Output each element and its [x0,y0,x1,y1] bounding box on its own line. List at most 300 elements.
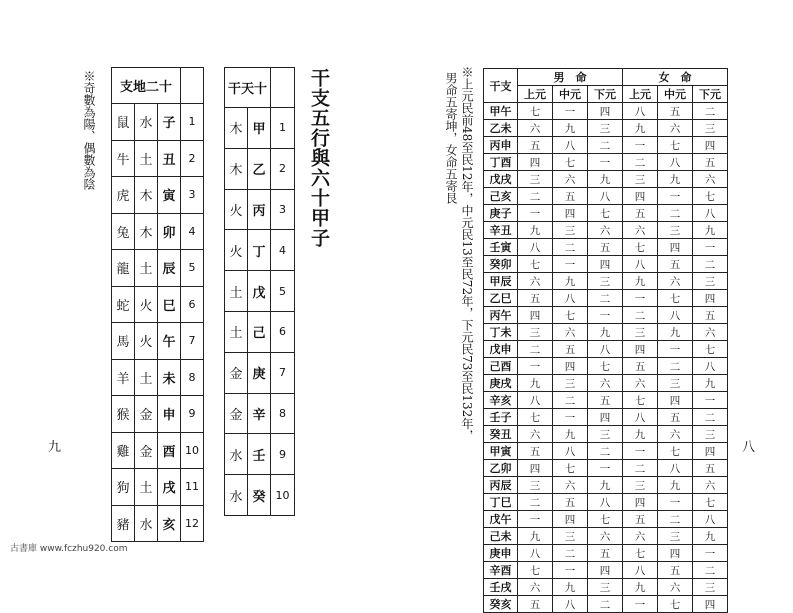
jiazi-star-cell: 五 [693,460,728,477]
stem-number: 3 [271,189,295,230]
sub-header-female-upper: 上元 [623,86,658,103]
branch-element: 水 [135,505,158,542]
jiazi-star-cell: 二 [693,409,728,426]
jiazi-ganzhi: 丙午 [484,307,518,324]
jiazi-star-cell: 六 [693,324,728,341]
branch-name: 戌 [158,469,181,506]
jiazi-ganzhi: 辛酉 [484,562,518,579]
jiazi-star-cell: 五 [658,103,693,120]
branch-name: 亥 [158,505,181,542]
jiazi-ganzhi: 己未 [484,528,518,545]
stem-number: 8 [271,393,295,434]
branch-animal: 龍 [112,250,135,287]
jiazi-star-cell: 一 [658,188,693,205]
jiazi-star-cell: 六 [553,477,588,494]
jiazi-ganzhi: 丁巳 [484,494,518,511]
jiazi-row [484,375,728,392]
jiazi-ganzhi: 壬寅 [484,239,518,256]
jiazi-star-cell: 八 [658,460,693,477]
jiazi-star-cell: 六 [518,120,553,137]
jiazi-star-cell: 六 [658,579,693,596]
branch-number: 12 [181,505,204,542]
stem-header-blank [271,68,295,108]
jiazi-star-cell: 一 [518,358,553,375]
jiazi-star-cell: 四 [658,545,693,562]
stem-row [225,271,295,312]
branch-number: 8 [181,359,204,396]
branch-name: 申 [158,396,181,433]
jiazi-star-cell: 四 [588,409,623,426]
jiazi-ganzhi: 丁未 [484,324,518,341]
branch-element: 金 [135,396,158,433]
jiazi-star-cell: 二 [623,307,658,324]
jiazi-row [484,120,728,137]
stem-table-header: 干天十 [225,68,271,108]
jiazi-row [484,341,728,358]
jiazi-star-cell: 七 [693,341,728,358]
stem-element: 金 [225,393,248,434]
jiazi-star-cell: 五 [588,239,623,256]
branch-table-header: 支地二十 [112,68,181,104]
jiazi-star-cell: 五 [553,188,588,205]
stem-element: 火 [225,230,248,271]
jiazi-row [484,596,728,613]
jiazi-row [484,154,728,171]
jiazi-star-cell: 二 [658,358,693,375]
jiazi-star-cell: 二 [588,137,623,154]
jiazi-star-cell: 二 [693,562,728,579]
stem-number: 4 [271,230,295,271]
jiazi-star-cell: 三 [658,528,693,545]
jiazi-star-cell: 四 [553,205,588,222]
jiazi-star-cell: 一 [658,494,693,511]
page-title: 干支五行與六十甲子 [308,68,330,248]
stem-name: 甲 [248,108,271,149]
jiazi-star-cell: 八 [518,239,553,256]
jiazi-star-cell: 九 [553,120,588,137]
jiazi-star-cell: 三 [553,222,588,239]
jiazi-ganzhi: 乙卯 [484,460,518,477]
jiazi-ganzhi: 乙未 [484,120,518,137]
jiazi-ganzhi: 丁酉 [484,154,518,171]
stem-element: 土 [225,271,248,312]
jiazi-star-cell: 七 [588,205,623,222]
jiazi-star-cell: 三 [658,375,693,392]
right-note-line-2: 男命五寄坤，女命五寄艮 [444,72,458,204]
jiazi-star-cell: 二 [518,341,553,358]
branch-number: 10 [181,432,204,469]
branch-number: 11 [181,469,204,506]
jiazi-star-cell: 三 [553,528,588,545]
stem-number: 9 [271,434,295,475]
jiazi-star-cell: 七 [623,545,658,562]
jiazi-row [484,511,728,528]
stem-name: 乙 [248,148,271,189]
stem-element: 木 [225,108,248,149]
branch-row [112,323,204,360]
jiazi-star-cell: 六 [658,426,693,443]
jiazi-row [484,222,728,239]
jiazi-star-cell: 一 [518,205,553,222]
jiazi-star-cell: 二 [588,443,623,460]
jiazi-star-cell: 三 [623,324,658,341]
jiazi-star-cell: 一 [658,341,693,358]
jiazi-star-cell: 五 [553,494,588,511]
branch-number: 7 [181,323,204,360]
jiazi-star-cell: 七 [553,460,588,477]
jiazi-row [484,545,728,562]
right-note-line-1: ※上元民前48至民12年，中元民13至民72年，下元民73至民132年， [460,66,474,442]
sub-header-male-middle: 中元 [553,86,588,103]
jiazi-star-cell: 九 [658,477,693,494]
branch-animal: 馬 [112,323,135,360]
branch-element: 水 [135,104,158,141]
jiazi-star-cell: 九 [623,120,658,137]
jiazi-ganzhi: 己亥 [484,188,518,205]
jiazi-row [484,256,728,273]
jiazi-star-cell: 五 [518,443,553,460]
jiazi-star-cell: 七 [553,154,588,171]
jiazi-row [484,477,728,494]
jiazi-star-cell: 七 [693,188,728,205]
jiazi-star-cell: 三 [623,477,658,494]
jiazi-star-cell: 二 [518,494,553,511]
branch-element: 木 [135,177,158,214]
branch-row [112,177,204,214]
jiazi-star-cell: 五 [588,392,623,409]
jiazi-star-cell: 五 [623,358,658,375]
jiazi-star-cell: 一 [693,239,728,256]
jiazi-star-cell: 四 [518,307,553,324]
stem-name: 丁 [248,230,271,271]
jiazi-star-cell: 一 [588,307,623,324]
jiazi-star-cell: 四 [658,392,693,409]
jiazi-star-cell: 七 [658,290,693,307]
jiazi-star-cell: 八 [588,341,623,358]
jiazi-star-cell: 五 [658,256,693,273]
jiazi-star-cell: 九 [588,477,623,494]
jiazi-star-cell: 四 [588,562,623,579]
jiazi-star-cell: 七 [518,103,553,120]
stem-name: 癸 [248,475,271,516]
sub-header-male-upper: 上元 [518,86,553,103]
jiazi-ganzhi: 庚戌 [484,375,518,392]
jiazi-star-cell: 七 [588,358,623,375]
jiazi-star-cell: 四 [623,494,658,511]
jiazi-star-cell: 六 [623,375,658,392]
jiazi-star-cell: 七 [658,596,693,613]
sub-header-female-lower: 下元 [693,86,728,103]
stem-number: 5 [271,271,295,312]
jiazi-row [484,358,728,375]
branch-row [112,286,204,323]
jiazi-star-cell: 七 [518,256,553,273]
jiazi-star-cell: 七 [658,443,693,460]
male-header: 男 命 [518,69,623,86]
heavenly-stems-table [224,67,295,516]
jiazi-star-cell: 二 [588,596,623,613]
jiazi-star-cell: 八 [693,358,728,375]
jiazi-row [484,273,728,290]
jiazi-row [484,307,728,324]
jiazi-star-cell: 九 [588,324,623,341]
branch-element: 土 [135,140,158,177]
branch-number: 5 [181,250,204,287]
stem-number: 10 [271,475,295,516]
jiazi-ganzhi: 丙申 [484,137,518,154]
branch-name: 辰 [158,250,181,287]
jiazi-star-cell: 五 [623,205,658,222]
jiazi-star-cell: 五 [518,137,553,154]
branch-number: 9 [181,396,204,433]
branch-name: 未 [158,359,181,396]
jiazi-star-cell: 一 [623,443,658,460]
jiazi-star-cell: 六 [623,528,658,545]
jiazi-star-cell: 七 [623,392,658,409]
jiazi-star-cell: 一 [588,460,623,477]
stem-name: 庚 [248,352,271,393]
branch-name: 巳 [158,286,181,323]
stem-row [225,393,295,434]
jiazi-star-cell: 九 [693,222,728,239]
branch-element: 火 [135,286,158,323]
jiazi-star-cell: 五 [588,545,623,562]
left-note: ※奇數為陽、偶數為陰 [82,70,96,190]
jiazi-star-cell: 八 [623,103,658,120]
branch-element: 土 [135,359,158,396]
jiazi-row [484,579,728,596]
jiazi-star-cell: 四 [693,137,728,154]
jiazi-ganzhi: 癸卯 [484,256,518,273]
ganzhi-column-header: 干支 [484,69,518,103]
branch-name: 卯 [158,213,181,250]
sixty-jiazi-table [483,68,728,613]
jiazi-star-cell: 八 [623,256,658,273]
jiazi-row [484,137,728,154]
branch-row [112,505,204,542]
branch-row [112,396,204,433]
stem-name: 己 [248,311,271,352]
jiazi-star-cell: 五 [693,154,728,171]
jiazi-row [484,324,728,341]
jiazi-star-cell: 三 [588,426,623,443]
jiazi-star-cell: 八 [553,596,588,613]
jiazi-star-cell: 九 [623,579,658,596]
jiazi-star-cell: 七 [553,307,588,324]
branch-row [112,250,204,287]
jiazi-star-cell: 一 [623,596,658,613]
jiazi-star-cell: 六 [588,222,623,239]
stem-number: 7 [271,352,295,393]
jiazi-star-cell: 九 [518,375,553,392]
jiazi-row [484,426,728,443]
branch-animal: 猴 [112,396,135,433]
branch-element: 木 [135,213,158,250]
stem-number: 1 [271,108,295,149]
jiazi-star-cell: 九 [553,426,588,443]
earthly-branches-table [111,67,204,542]
jiazi-star-cell: 二 [658,511,693,528]
branch-element: 土 [135,250,158,287]
branch-number: 6 [181,286,204,323]
stem-number: 2 [271,148,295,189]
female-header: 女 命 [623,69,728,86]
jiazi-star-cell: 八 [658,154,693,171]
jiazi-star-cell: 六 [588,375,623,392]
jiazi-star-cell: 九 [553,273,588,290]
branch-animal: 蛇 [112,286,135,323]
jiazi-star-cell: 三 [588,120,623,137]
jiazi-star-cell: 二 [623,460,658,477]
stem-row [225,230,295,271]
branch-name: 寅 [158,177,181,214]
jiazi-row [484,460,728,477]
jiazi-star-cell: 四 [658,239,693,256]
jiazi-row [484,528,728,545]
jiazi-star-cell: 一 [623,137,658,154]
jiazi-star-cell: 四 [553,511,588,528]
branch-header-blank [181,68,204,104]
jiazi-star-cell: 八 [518,545,553,562]
jiazi-ganzhi: 甲午 [484,103,518,120]
branch-animal: 兔 [112,213,135,250]
jiazi-star-cell: 八 [623,562,658,579]
jiazi-star-cell: 二 [658,205,693,222]
jiazi-row [484,392,728,409]
stem-name: 壬 [248,434,271,475]
branch-name: 子 [158,104,181,141]
branch-animal: 雞 [112,432,135,469]
sub-header-male-lower: 下元 [588,86,623,103]
jiazi-star-cell: 三 [693,273,728,290]
jiazi-star-cell: 二 [553,392,588,409]
jiazi-ganzhi: 庚子 [484,205,518,222]
branch-row [112,469,204,506]
jiazi-star-cell: 六 [518,426,553,443]
jiazi-star-cell: 一 [553,562,588,579]
jiazi-ganzhi: 丙辰 [484,477,518,494]
jiazi-star-cell: 九 [623,273,658,290]
jiazi-star-cell: 六 [623,222,658,239]
jiazi-star-cell: 五 [693,307,728,324]
branch-number: 1 [181,104,204,141]
jiazi-star-cell: 八 [693,205,728,222]
jiazi-row [484,103,728,120]
jiazi-star-cell: 五 [518,596,553,613]
jiazi-star-cell: 二 [553,545,588,562]
jiazi-star-cell: 一 [623,290,658,307]
jiazi-ganzhi: 戊戌 [484,171,518,188]
branch-animal: 虎 [112,177,135,214]
stem-element: 土 [225,311,248,352]
jiazi-row [484,562,728,579]
stem-row [225,475,295,516]
stem-name: 戊 [248,271,271,312]
stem-row [225,148,295,189]
jiazi-ganzhi: 甲辰 [484,273,518,290]
jiazi-row [484,290,728,307]
jiazi-row [484,171,728,188]
jiazi-star-cell: 四 [553,358,588,375]
jiazi-star-cell: 八 [623,409,658,426]
branch-animal: 羊 [112,359,135,396]
jiazi-star-cell: 九 [623,426,658,443]
jiazi-star-cell: 一 [588,154,623,171]
jiazi-star-cell: 九 [553,579,588,596]
jiazi-star-cell: 七 [623,239,658,256]
branch-name: 丑 [158,140,181,177]
jiazi-star-cell: 四 [693,290,728,307]
jiazi-star-cell: 二 [693,256,728,273]
branch-row [112,359,204,396]
branch-element: 土 [135,469,158,506]
jiazi-ganzhi: 乙巳 [484,290,518,307]
jiazi-star-cell: 三 [658,222,693,239]
jiazi-star-cell: 四 [518,154,553,171]
branch-animal: 狗 [112,469,135,506]
jiazi-star-cell: 五 [623,511,658,528]
jiazi-star-cell: 六 [553,324,588,341]
jiazi-star-cell: 八 [588,188,623,205]
jiazi-star-cell: 三 [518,171,553,188]
jiazi-row [484,188,728,205]
jiazi-ganzhi: 庚申 [484,545,518,562]
jiazi-star-cell: 八 [553,137,588,154]
stem-row [225,352,295,393]
jiazi-row [484,443,728,460]
jiazi-star-cell: 一 [518,511,553,528]
branch-element: 火 [135,323,158,360]
jiazi-star-cell: 七 [693,494,728,511]
branch-row [112,213,204,250]
stem-element: 金 [225,352,248,393]
jiazi-star-cell: 九 [658,171,693,188]
jiazi-star-cell: 四 [623,341,658,358]
jiazi-star-cell: 八 [658,307,693,324]
jiazi-star-cell: 三 [693,579,728,596]
jiazi-ganzhi: 戊午 [484,511,518,528]
jiazi-star-cell: 六 [693,171,728,188]
jiazi-star-cell: 六 [588,528,623,545]
jiazi-star-cell: 四 [588,256,623,273]
stem-row [225,434,295,475]
branch-name: 酉 [158,432,181,469]
jiazi-star-cell: 三 [518,324,553,341]
jiazi-star-cell: 九 [588,171,623,188]
jiazi-ganzhi: 辛丑 [484,222,518,239]
jiazi-star-cell: 二 [588,290,623,307]
branch-number: 2 [181,140,204,177]
jiazi-star-cell: 七 [658,137,693,154]
stem-row [225,189,295,230]
jiazi-star-cell: 三 [693,426,728,443]
stem-name: 丙 [248,189,271,230]
jiazi-ganzhi: 戊申 [484,341,518,358]
jiazi-star-cell: 二 [518,188,553,205]
branch-row [112,432,204,469]
sub-header-female-middle: 中元 [658,86,693,103]
jiazi-star-cell: 七 [588,511,623,528]
right-page-number: 八 [742,440,756,455]
jiazi-star-cell: 一 [553,256,588,273]
jiazi-star-cell: 三 [553,375,588,392]
jiazi-star-cell: 五 [553,341,588,358]
jiazi-star-cell: 五 [658,562,693,579]
jiazi-ganzhi: 壬子 [484,409,518,426]
jiazi-star-cell: 三 [518,477,553,494]
branch-name: 午 [158,323,181,360]
jiazi-star-cell: 八 [588,494,623,511]
